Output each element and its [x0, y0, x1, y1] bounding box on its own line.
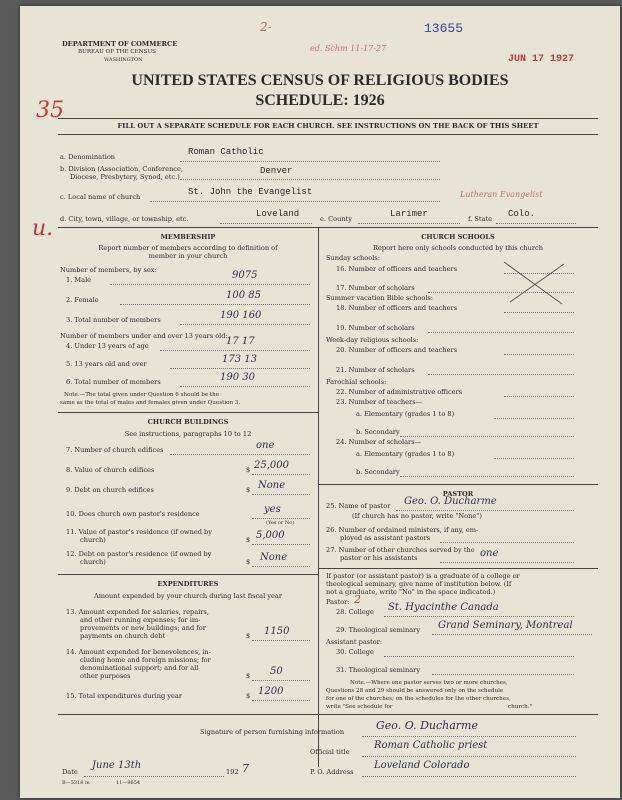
- date-value: June 13th: [92, 760, 142, 771]
- field-line: [494, 458, 574, 459]
- q28-value: St. Hyacinthe Canada: [388, 602, 499, 613]
- q11-label-1: 11. Value of pastor's residence (if owned by: [66, 528, 212, 536]
- membership-note-2: same as the total of males and females given under Question 3.: [60, 400, 241, 406]
- pencil-note-edited: ed. Schm 11-17-27: [310, 44, 387, 53]
- pastor-note-4: write "See schedule for: [326, 704, 393, 710]
- q26-label-1: 26. Number of ordained ministers, if any, em-: [326, 526, 479, 534]
- q19-label: 19. Number of scholars: [336, 324, 415, 332]
- q17-label: 17. Number of scholars: [336, 284, 415, 292]
- county-label: e. County: [320, 215, 352, 223]
- code-35-mark: 35: [36, 98, 64, 123]
- field-line: [220, 223, 312, 224]
- q12-label-1: 12. Debt on pastor's residence (if owned by: [66, 550, 212, 558]
- official-title-label: Official title: [310, 748, 350, 756]
- q13-label-2: and other running expenses; for im-: [80, 616, 201, 624]
- q7-value: one: [256, 440, 275, 451]
- census-schedule-sheet: [20, 6, 620, 798]
- q28-label: 28. College: [336, 608, 374, 616]
- field-line: [150, 201, 440, 202]
- q2-label: 2. Female: [66, 296, 99, 304]
- q29-value: Grand Seminary, Montreal: [438, 620, 573, 631]
- field-line: [252, 700, 310, 701]
- pastor-title: PASTOR: [442, 490, 474, 498]
- county-value: Larimer: [390, 209, 428, 219]
- form-code: 11—9654: [116, 780, 141, 786]
- members-by-sex-label: Number of members, by sex:: [60, 266, 157, 274]
- q3-label: 3. Total number of members: [66, 316, 161, 324]
- q7-label: 7. Number of church edifices: [66, 446, 164, 454]
- field-line: [180, 179, 440, 180]
- q3-value: 190 160: [220, 310, 262, 321]
- q27-label-1: 27. Number of other churches served by the: [326, 546, 475, 554]
- field-line: [432, 674, 574, 675]
- field-line: [428, 332, 574, 333]
- q20-label: 20. Number of officers and teachers: [336, 346, 458, 354]
- pastor-note-1: Note.—Where one pastor serves two or more churches,: [350, 680, 508, 686]
- pencil-note-top: 2-: [260, 20, 272, 34]
- q6-label: 6. Total number of members: [66, 378, 161, 386]
- field-line: [362, 736, 576, 737]
- field-line: [440, 562, 574, 563]
- weekday-schools-label: Week-day religious schools:: [326, 336, 419, 344]
- q13-label-1: 13. Amount expended for salaries, repairs,: [66, 608, 209, 616]
- q14-dollar: $: [246, 672, 251, 680]
- q25-label: 25. Name of pastor: [326, 502, 391, 510]
- q14-label-4: other purposes: [80, 672, 131, 680]
- field-line: [180, 324, 310, 325]
- expenditures-title: EXPENDITURES: [157, 580, 219, 588]
- q4-value: 17 17: [226, 336, 255, 347]
- q11-value: 5,000: [256, 530, 285, 541]
- po-address-value: Loveland Colorado: [374, 760, 470, 771]
- q8-dollar: $: [246, 466, 251, 474]
- q1-value: 9075: [232, 270, 258, 281]
- q25-value: Geo. O. Ducharme: [404, 496, 497, 507]
- field-line: [384, 616, 574, 617]
- q24-label: 24. Number of scholars—: [336, 438, 422, 446]
- field-line: [504, 396, 574, 397]
- signature-label: Signature of person furnishing information: [200, 728, 345, 736]
- rule: [58, 574, 318, 575]
- members-by-age-label: Number of members under and over 13 years old:: [60, 332, 228, 340]
- membership-intro-1: Report number of members according to definition of: [98, 244, 278, 252]
- q9-label: 9. Debt on church edifices: [66, 486, 154, 494]
- membership-title: MEMBERSHIP: [160, 233, 216, 241]
- q10-value: yes: [264, 504, 281, 515]
- q5-label: 5. 13 years old and over: [66, 360, 147, 368]
- field-line: [504, 354, 574, 355]
- form-subtitle: SCHEDULE: 1926: [255, 92, 385, 109]
- q4-label: 4. Under 13 years of age: [66, 342, 149, 350]
- q12-value: None: [260, 552, 288, 563]
- denomination-value: Roman Catholic: [188, 147, 264, 157]
- field-line: [384, 656, 574, 657]
- q15-dollar: $: [246, 692, 251, 700]
- assistant-pastor-subheading: Assistant pastor:: [326, 638, 383, 646]
- rule: [58, 118, 598, 119]
- q6-value: 190 30: [220, 372, 255, 383]
- rule: [318, 484, 598, 485]
- field-line: [252, 544, 310, 545]
- q12-dollar: $: [246, 558, 251, 566]
- field-line: [120, 304, 310, 305]
- q23a-label: a. Elementary (grades 1 to 8): [356, 410, 455, 418]
- membership-intro-2: member in your church: [148, 252, 228, 260]
- local-name-value: St. John the Evangelist: [188, 187, 313, 197]
- q29-label: 29. Theological seminary: [336, 626, 421, 634]
- q23b-label: b. Secondary: [356, 428, 400, 436]
- field-line: [252, 680, 310, 681]
- q24a-label: a. Elementary (grades 1 to 8): [356, 450, 455, 458]
- buildings-title: CHURCH BUILDINGS: [147, 418, 229, 426]
- expenditures-subtitle: Amount expended by your church during last fiscal year: [93, 592, 283, 600]
- q22-label: 22. Number of administrative officers: [336, 388, 463, 396]
- q13-value: 1150: [264, 626, 290, 637]
- field-line: [396, 510, 574, 511]
- division-label-2: Diocese, Presbytery, Synod, etc.): [70, 173, 180, 181]
- field-line: [252, 518, 310, 519]
- year-prefix: 192: [226, 768, 239, 776]
- pastor-note-5: church.": [508, 704, 533, 710]
- field-line: [494, 418, 574, 419]
- q11-dollar: $: [246, 536, 251, 544]
- rule: [318, 568, 598, 569]
- bureau-label: BUREAU OF THE CENSUS: [78, 49, 157, 55]
- year-digit: 7: [242, 762, 249, 775]
- q16-label: 16. Number of officers and teachers: [336, 265, 458, 273]
- field-line: [358, 223, 460, 224]
- rule: [58, 714, 598, 715]
- q13-dollar: $: [246, 632, 251, 640]
- q13-label-3: provements or new buildings; and for: [80, 624, 206, 632]
- field-line: [428, 374, 574, 375]
- q5-value: 173 13: [222, 354, 257, 365]
- separate-schedule-instruction: FILL OUT A SEPARATE SCHEDULE FOR EACH CHURCH. SEE INSTRUCTIONS ON THE BACK OF THIS SHEET: [117, 122, 539, 130]
- pastor-red-mark: 2: [354, 593, 361, 606]
- q9-value: None: [258, 480, 286, 491]
- city-value: Loveland: [256, 209, 300, 219]
- q15-label: 15. Total expenditures during year: [66, 692, 182, 700]
- state-value: Colo.: [508, 209, 536, 219]
- schools-title: CHURCH SCHOOLS: [421, 233, 495, 241]
- q15-value: 1200: [258, 686, 284, 697]
- q26-label-2: ployed as assistant pastors: [340, 534, 431, 542]
- pastor-subheading: Pastor:: [326, 598, 350, 606]
- division-value: Denver: [260, 166, 293, 176]
- q27-label-2: pastor or his assistants: [340, 554, 418, 562]
- denomination-label: a. Denomination: [60, 153, 116, 161]
- q14-label-1: 14. Amount expended for benevolences, in-: [66, 648, 211, 656]
- q2-value: 100 85: [226, 290, 261, 301]
- division-label-1: b. Division (Association, Conference,: [60, 165, 184, 173]
- graduate-instruction-3: not a graduate, write "No" in the space indicated.): [326, 588, 496, 596]
- field-line: [110, 284, 310, 285]
- q14-value: 50: [270, 666, 283, 677]
- date-label: Date: [62, 768, 78, 776]
- official-title-value: Roman Catholic priest: [374, 740, 488, 751]
- code-u-mark: u.: [32, 216, 54, 241]
- field-line: [362, 756, 576, 757]
- rule: [58, 134, 598, 135]
- q1-label: 1. Male: [66, 276, 92, 284]
- buildings-subtitle: See instructions, paragraphs 10 to 12: [124, 430, 252, 438]
- local-name-pencil-note: Lutheran Evangelist: [460, 190, 543, 199]
- field-line: [84, 776, 224, 777]
- form-number: B—5318 m: [62, 780, 90, 786]
- q8-label: 8. Value of church edifices: [66, 466, 155, 474]
- serial-number: 13655: [424, 21, 464, 36]
- q24b-label: b. Secondary: [356, 468, 400, 476]
- sunday-schools-label: Sunday schools:: [326, 254, 380, 262]
- field-line: [160, 350, 310, 351]
- parochial-schools-label: Parochial schools:: [326, 378, 387, 386]
- field-line: [170, 368, 310, 369]
- department-label: DEPARTMENT OF COMMERCE: [62, 40, 178, 48]
- q13-label-4: payments on church debt: [80, 632, 166, 640]
- state-label: f. State: [468, 215, 493, 223]
- form-title: UNITED STATES CENSUS OF RELIGIOUS BODIES: [131, 72, 509, 89]
- rule: [58, 412, 318, 413]
- field-line: [504, 312, 574, 313]
- q27-value: one: [480, 548, 499, 559]
- field-line: [180, 161, 440, 162]
- city-label: d. City, town, village, or township, etc.: [60, 215, 189, 223]
- signature-value: Geo. O. Ducharme: [376, 719, 478, 732]
- q10-options: (Yes or No): [266, 520, 295, 526]
- q14-label-2: cluding home and foreign missions; for: [80, 656, 211, 664]
- q8-value: 25,000: [254, 460, 289, 471]
- field-line: [400, 436, 574, 437]
- field-line: [252, 474, 310, 475]
- field-line: [252, 640, 310, 641]
- field-line: [432, 634, 592, 635]
- field-line: [440, 542, 574, 543]
- field-line: [252, 566, 310, 567]
- pastor-note-2: Questions 28 and 29 should be answered only on the schedule: [326, 688, 504, 694]
- rule: [58, 227, 598, 228]
- received-date-stamp: JUN 17 1927: [508, 54, 575, 65]
- field-line: [252, 494, 310, 495]
- q10-label: 10. Does church own pastor's residence: [66, 510, 200, 518]
- q25-note: (If church has no pastor, write "None"): [352, 512, 482, 520]
- q18-label: 18. Number of officers and teachers: [336, 304, 458, 312]
- q31-label: 31. Theological seminary: [336, 666, 421, 674]
- graduate-instruction-2: theological seminary, give name of institution below. (If: [326, 580, 512, 588]
- membership-note-1: Note.—The total given under Question 6 should be the: [64, 392, 220, 398]
- field-line: [496, 223, 576, 224]
- q21-label: 21. Number of scholars: [336, 366, 415, 374]
- q9-dollar: $: [246, 486, 251, 494]
- po-address-label: P. O. Address: [310, 768, 354, 776]
- q23-label: 23. Number of teachers—: [336, 398, 423, 406]
- field-line: [170, 454, 310, 455]
- graduate-instruction-1: If pastor (or assistant pastor) is a graduate of a college or: [326, 572, 520, 580]
- summer-schools-label: Summer vacation Bible schools:: [326, 294, 434, 302]
- q12-label-2: church): [80, 558, 106, 566]
- field-line: [180, 386, 310, 387]
- cross-out-mark-icon: [500, 258, 570, 308]
- field-line: [362, 776, 576, 777]
- local-name-label: c. Local name of church: [60, 193, 141, 201]
- q14-label-3: denominational support; and for all: [80, 664, 199, 672]
- q30-label: 30. College: [336, 648, 374, 656]
- city-label: WASHINGTON: [104, 57, 143, 63]
- schools-intro: Report here only schools conducted by this church: [373, 244, 543, 252]
- pastor-note-3: for one of the churches; on the schedules for the other churches,: [326, 696, 511, 702]
- q11-label-2: church): [80, 536, 106, 544]
- field-line: [400, 476, 574, 477]
